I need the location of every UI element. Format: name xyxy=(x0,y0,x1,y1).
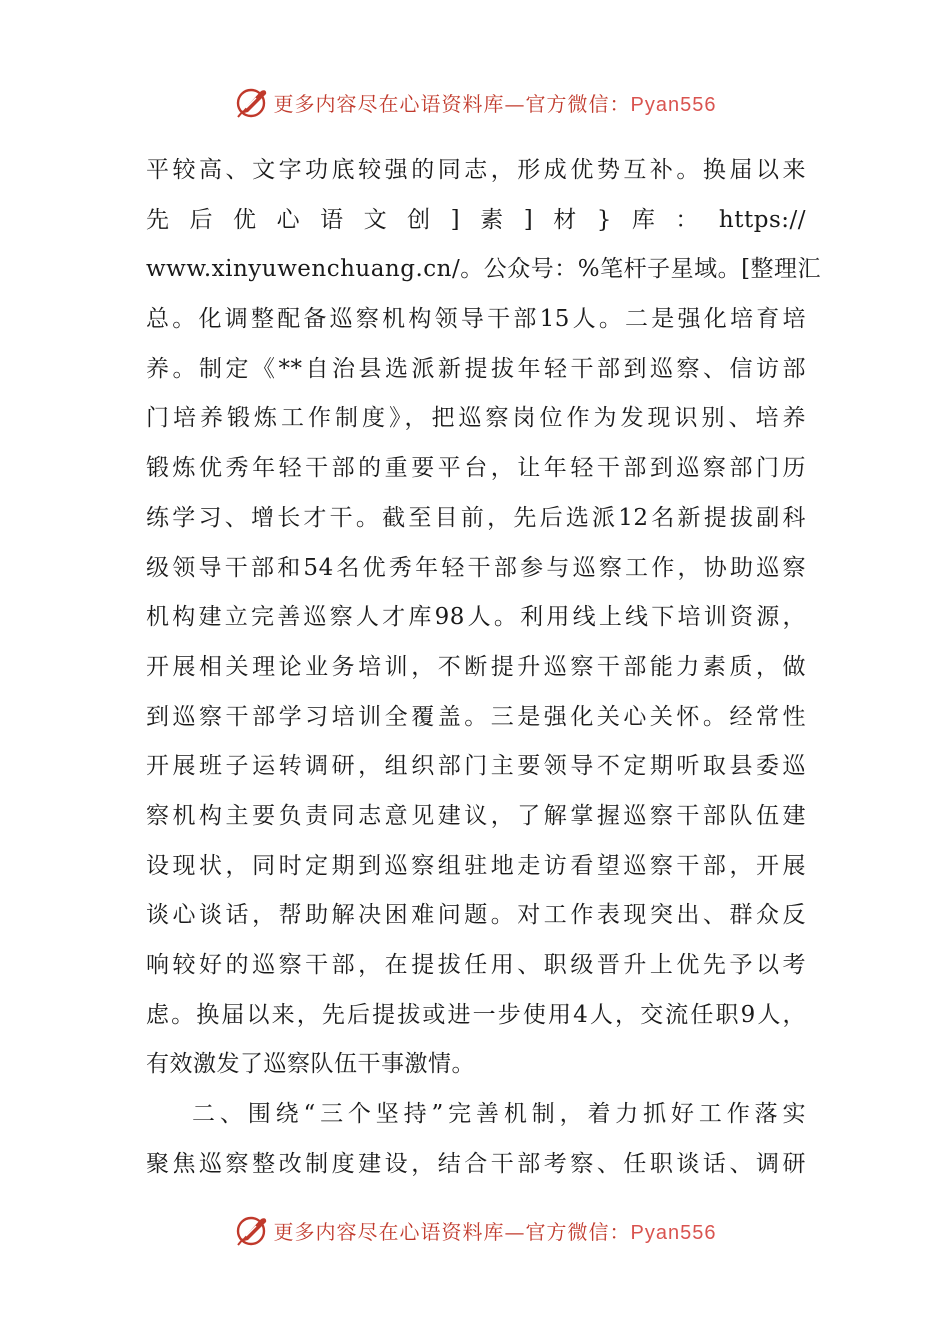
text-line: 级领导干部和54名优秀年轻干部参与巡察工作，协助巡察 xyxy=(146,554,806,581)
quill-logo-icon xyxy=(234,84,270,120)
text-line: 练学习、增长才干。截至目前，先后选派12名新提拔副科 xyxy=(146,504,806,531)
text-line: 养。制定《**自治县选派新提拔年轻干部到巡察、信访部 xyxy=(146,355,806,382)
text-line: 门培养锻炼工作制度》，把巡察岗位作为发现识别、培养 xyxy=(146,405,806,432)
text-line: 察机构主要负责同志意见建议，了解掌握巡察干部队伍建 xyxy=(146,802,806,829)
text-line: 设现状，同时定期到巡察组驻地走访看望巡察干部，开展 xyxy=(146,852,806,879)
text-line: 机构建立完善巡察人才库98人。利用线上线下培训资源， xyxy=(146,604,806,631)
footer-watermark-banner xyxy=(0,1208,950,1252)
text-line: 开展相关理论业务培训，不断提升巡察干部能力素质，做 xyxy=(146,653,806,680)
banner-label xyxy=(274,88,717,117)
quill-logo-icon xyxy=(234,1212,270,1248)
text-line: 有效激发了巡察队伍干事激情。 xyxy=(146,1051,475,1078)
banner-text: 更多内容尽在心语资料库—官方微信： xyxy=(273,1219,631,1244)
text-line: 锻炼优秀年轻干部的重要平台，让年轻干部到巡察部门历 xyxy=(146,455,806,482)
banner-wechat-id: Pyan556 xyxy=(630,1221,717,1244)
header-watermark-banner xyxy=(0,80,950,124)
section-heading-line: 二、围绕“三个坚持”完善机制，着力抓好工作落实 xyxy=(192,1101,806,1128)
document-body xyxy=(146,146,822,1189)
text-line: 到巡察干部学习培训全覆盖。三是强化关心关怀。经常性 xyxy=(146,703,806,730)
text-line: 总。化调整配备巡察机构领导干部15人。二是强化培育培 xyxy=(146,306,806,333)
text-line: 先后优心语文创]素]材}库：https:// xyxy=(146,206,806,233)
text-line: 虑。换届以来，先后提拔或进一步使用4人，交流任职9人， xyxy=(146,1001,806,1028)
text-line: 平较高、文字功底较强的同志，形成优势互补。换届以来 xyxy=(146,157,806,183)
text-line: 谈心谈话，帮助解决困难问题。对工作表现突出、群众反 xyxy=(146,902,806,929)
text-line: www.xinyuwenchuang.cn/。公众号：%笔杆子星域。[整理汇 xyxy=(146,256,822,283)
text-line: 响较好的巡察干部，在提拔任用、职级晋升上优先予以考 xyxy=(146,952,806,978)
text-line: 开展班子运转调研，组织部门主要领导不定期听取县委巡 xyxy=(146,753,806,780)
banner-label xyxy=(274,1216,717,1245)
text-line: 聚焦巡察整改制度建设，结合干部考察、任职谈话、调研 xyxy=(146,1150,806,1177)
banner-text: 更多内容尽在心语资料库—官方微信： xyxy=(273,91,631,116)
banner-wechat-id: Pyan556 xyxy=(630,93,717,116)
